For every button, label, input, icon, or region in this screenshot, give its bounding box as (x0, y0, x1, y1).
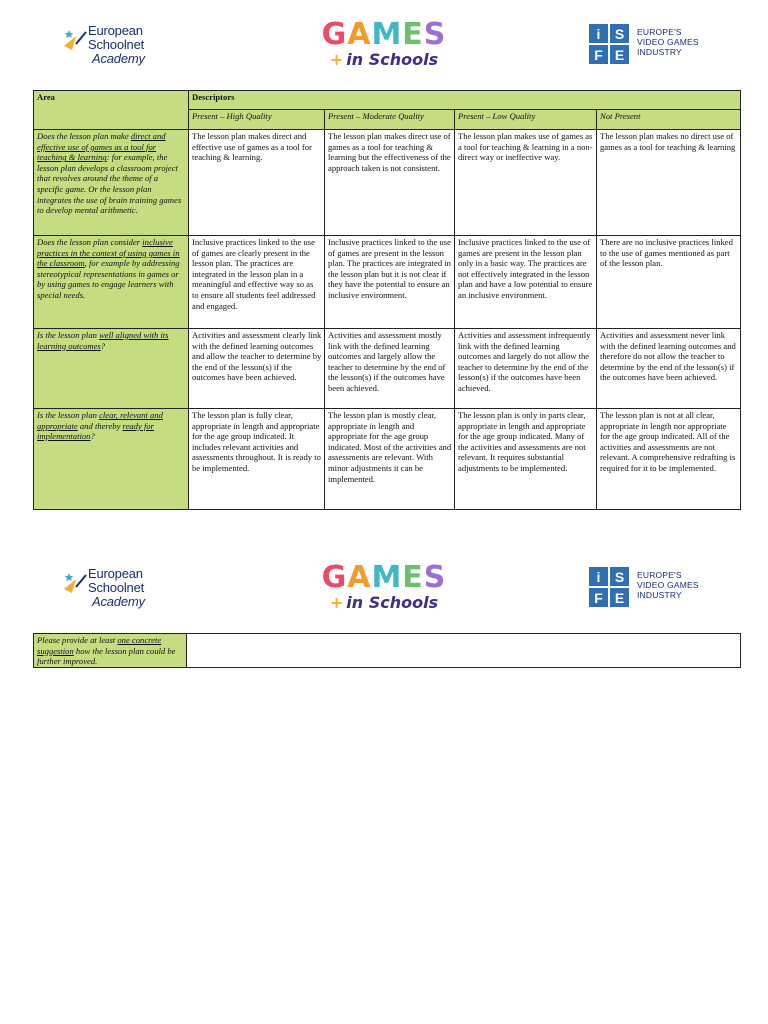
descriptor-cell: There are no inclusive practices linked to the use of games mentioned as part of the lesson plan. (597, 236, 741, 329)
table-row (34, 236, 741, 329)
descriptor-cell: Inclusive practices linked to the use of games are present in the lesson plan only in a basic way. The practices are not effectively integrated in the lesson plan and have a low potential to ensure an inclusive environment. (455, 236, 597, 329)
suggestion-answer-field[interactable] (187, 634, 741, 668)
isfe-letter: S (610, 567, 629, 586)
isfe-letter: S (610, 24, 629, 43)
isfe-line1: EUROPE'S (637, 570, 682, 580)
level-header: Present – Low Quality (455, 110, 597, 130)
suggestion-prompt: Please provide at least one concrete suggestion how the lesson plan could be further improved. (34, 634, 187, 668)
esn-line2: Schoolnet (88, 37, 145, 52)
descriptor-cell: Activities and assessment mostly link with the defined learning outcomes and largely allow the teacher to determine by the end of the lesson(s) if the outcomes have been achieved. (325, 329, 455, 409)
level-header: Present – Moderate Quality (325, 110, 455, 130)
descriptor-cell: Activities and assessment never link with the defined learning outcomes and therefore do not allow the teacher to determine by the end of the lesson(s) if the outcomes have been achieved. (597, 329, 741, 409)
descriptor-cell: Activities and assessment clearly link with the defined learning outcomes and allow the teacher to determine by the end of the lesson(s) if the outcomes have been achieved. (189, 329, 325, 409)
criterion-cell: Does the lesson plan make direct and effective use of games as a tool for teaching & learning: for example, the lesson plan develops a classroom project that revolves around the theme of a specific game. Or the lesson plan integrates the use of brain training games to develop mental arithmetic. (34, 130, 189, 236)
descriptor-cell: Inclusive practices linked to the use of games are present in the lesson plan. The practices are integrated in the lesson plan but it is not clear if they have the potential to ensure an inclusive environment. (325, 236, 455, 329)
isfe-letter: E (610, 588, 629, 607)
page-header (0, 561, 768, 621)
stars-icon (62, 569, 90, 597)
isfe-line2: VIDEO GAMES (637, 580, 699, 590)
isfe-letter: i (589, 567, 608, 586)
descriptor-cell: The lesson plan is not at all clear, appropriate in length nor appropriate for the age group indicated. All of the activities and assessments are not relevant. A comprehensive redrafting is required for it to be implemented. (597, 409, 741, 510)
descriptor-cell: The lesson plan makes direct use of games as a tool for teaching & learning but the effectiveness of the approach taken is not consistent. (325, 130, 455, 236)
plus-icon: + (329, 50, 344, 69)
isfe-letter: F (589, 588, 608, 607)
esn-line1: European (88, 23, 143, 38)
stars-icon (62, 26, 90, 54)
games-in-schools-logo (314, 17, 454, 72)
european-schoolnet-logo (62, 565, 202, 613)
plus-icon: + (329, 593, 344, 612)
isfe-letter: i (589, 24, 608, 43)
gis-title: GAMES (321, 17, 447, 52)
level-header: Not Present (597, 110, 741, 130)
esn-line3: Academy (92, 51, 145, 66)
isfe-line3: INDUSTRY (637, 47, 682, 57)
gis-subtitle: in Schools (346, 593, 439, 612)
european-schoolnet-logo (62, 22, 202, 70)
descriptor-cell: The lesson plan makes direct and effective use of games as a tool for teaching & learning. (189, 130, 325, 236)
isfe-logo (589, 24, 709, 66)
rubric-table (33, 90, 741, 510)
isfe-line2: VIDEO GAMES (637, 37, 699, 47)
isfe-letter: E (610, 45, 629, 64)
area-header: Area (34, 91, 189, 130)
isfe-line3: INDUSTRY (637, 590, 682, 600)
descriptor-cell: The lesson plan is only in parts clear, appropriate in length and appropriate for the age group indicated. Many of the activities and assessments are not relevant. It requires substantial adjustments to be implemented. (455, 409, 597, 510)
descriptor-cell: The lesson plan makes use of games as a tool for teaching & learning in a non-direct way or ineffective way. (455, 130, 597, 236)
esn-line2: Schoolnet (88, 580, 145, 595)
descriptor-cell: The lesson plan is fully clear, appropriate in length and appropriate for the age group indicated. It includes relevant activities and assessments throughout. It is ready to be implemented. (189, 409, 325, 510)
descriptor-cell: Activities and assessment infrequently link with the defined learning outcomes and largely do not allow the teacher to determine by the end of the lesson(s) if the outcomes have been achieved. (455, 329, 597, 409)
level-header: Present – High Quality (189, 110, 325, 130)
descriptor-cell: Inclusive practices linked to the use of games are clearly present in the lesson plan. The practices are integrated in the lesson plan in a meaningful and effective way so as to ensure all students feel addressed and engaged. (189, 236, 325, 329)
esn-line3: Academy (92, 594, 145, 609)
esn-line1: European (88, 566, 143, 581)
games-in-schools-logo (314, 560, 454, 615)
descriptors-header: Descriptors (189, 91, 741, 110)
descriptor-cell: The lesson plan is mostly clear, appropriate in length and appropriate for the age group indicated. Most of the activities and assessments are relevant. With minor adjustments it can be implemented. (325, 409, 455, 510)
gis-subtitle: in Schools (346, 50, 439, 69)
table-row (34, 130, 741, 236)
isfe-logo (589, 567, 709, 609)
criterion-cell: Is the lesson plan clear, relevant and appropriate and thereby ready for implementation? (34, 409, 189, 510)
criterion-cell: Does the lesson plan consider inclusive practices in the context of using games in the classroom, for example by addressing stereotypical representations in games or by using games to engage learners with special needs. (34, 236, 189, 329)
descriptor-cell: The lesson plan makes no direct use of games as a tool for teaching & learning (597, 130, 741, 236)
table-row (34, 409, 741, 510)
suggestion-table (33, 633, 741, 668)
gis-title: GAMES (321, 560, 447, 595)
page-header (0, 18, 768, 78)
isfe-letter: F (589, 45, 608, 64)
criterion-cell: Is the lesson plan well aligned with its learning outcomes? (34, 329, 189, 409)
isfe-line1: EUROPE'S (637, 27, 682, 37)
table-row (34, 329, 741, 409)
